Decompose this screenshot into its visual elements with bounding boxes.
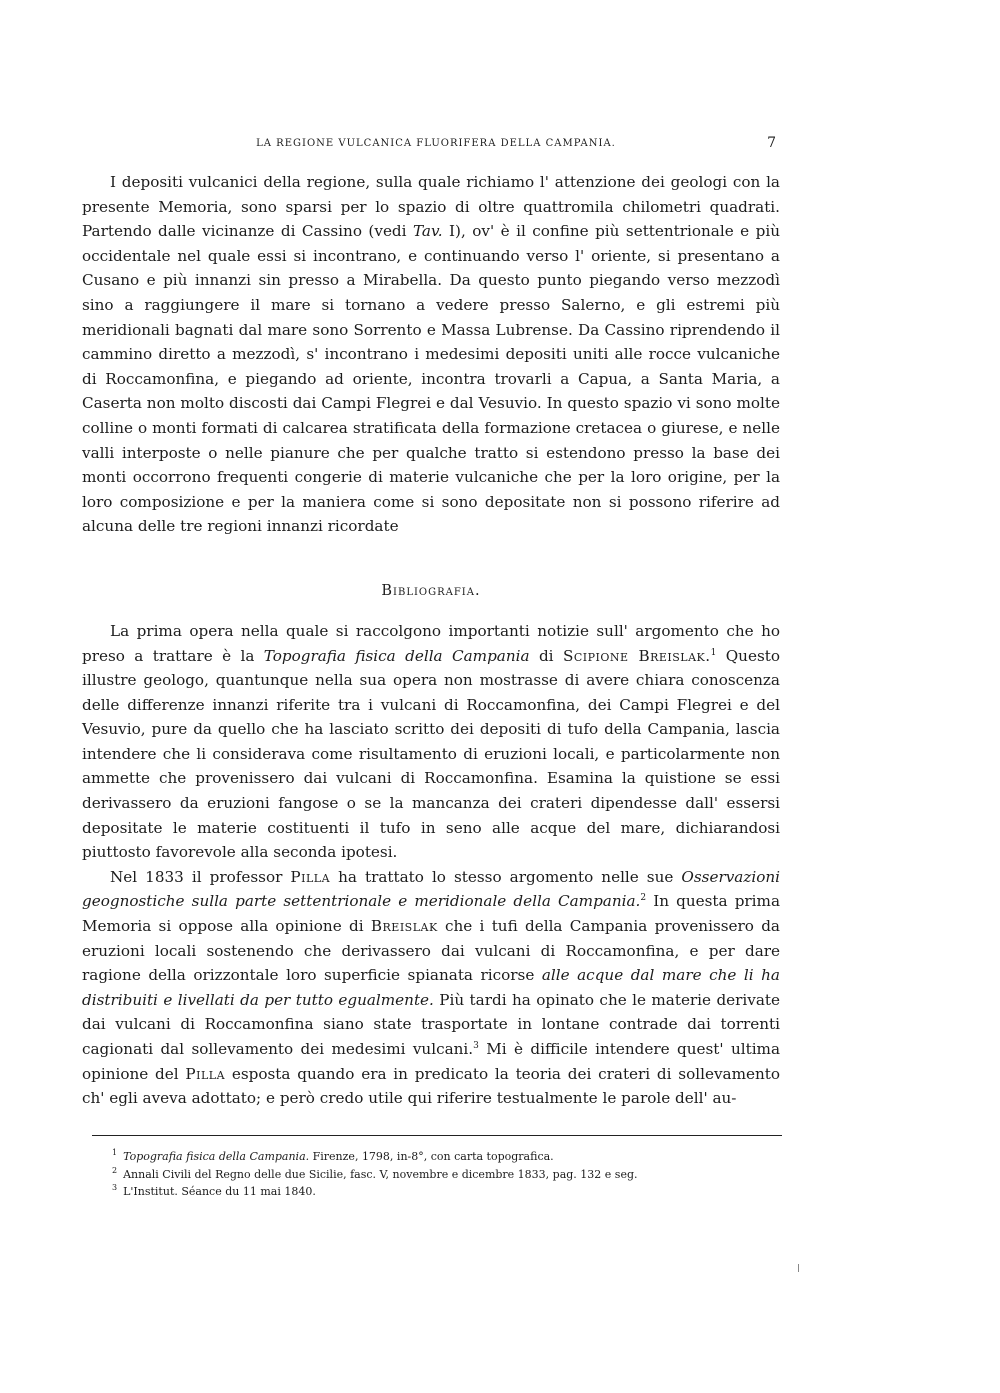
footnote-ref-3[interactable]: 3: [473, 1040, 479, 1051]
footnotes: [112, 1148, 772, 1201]
bibliografia-paragraph-2: Nel 1833 il professor Pilla ha trattato lo stesso argomento nelle sue Osservazioni geognostiche sulla parte settentrionale e meridionale della Campania.$^2$ In questa prima Memoria si oppose alla opinione di Breislak che i tufi della Campania provenissero da eruzioni locali sostenendo che derivassero dai vulcani di Roccamonfina, e per dare ragione della orizzontale loro superficie spianata ricorse alle acque dal mare che li ha distribuiti e livellati da per tutto egualmente. Più tardi ha opinato che le materie derivate dai vulcani di Roccamonfina siano state trasportate in lontane contrade dai torrenti cagionati dal sollevamento dei medesimi vulcani.$^3$ Mi è difficile intendere quest' ultima opinione del Pilla esposta quando era in predicato la teoria dei crateri di sollevamento ch' egli aveva adottato; e però credo utile qui riferire testualmente le parole dell' au-: [82, 867, 781, 1108]
section-heading-bibliografia: Bibliografia.: [381, 582, 481, 599]
footnote-2: $^2$ Annali Civili del Regno delle due Sicilie, fasc. V, novembre e dicembre 1833, pag. 132 e seg.: [112, 1165, 638, 1181]
margin-mark: [798, 1264, 799, 1272]
footnote-ref-2[interactable]: 2: [640, 893, 647, 904]
footnote-ref-1[interactable]: 1: [710, 647, 717, 658]
bibliografia-paragraph-1: La prima opera nella quale si raccolgono importanti notizie sull' argomento che ho preso a trattare è la Topografia fisica della Campania di Scipione Breislak.$^1$ Questo illustre geologo, quantunque nella sua opera non mostrasse di avere chiara conoscenza delle differenze innanzi riferite tra i vulcani di Roccamonfina, dei Campi Flegrei e del Vesuvio, pure da quello che ha lasciato scritto dei depositi di tufo della Campania, lascia intendere che li considerava come risultamento di eruzioni locali, e particolarmente non ammette che provenissero dai vulcani di Roccamonfina. Esamina la quistione se essi derivassero da eruzioni fangose o se la mancanza dei crateri dipendesse dall' essersi depositate le materie costituenti il tufo in seno alle acque del mare, dichiarandosi piuttosto favorevole alla seconda ipotesi.: [82, 621, 780, 862]
page-body: [82, 170, 780, 1111]
running-header: [82, 135, 780, 158]
intro-paragraph: I depositi vulcanici della regione, sulla quale richiamo l' attenzione dei geologi con la presente Memoria, sono sparsi per lo spazio di oltre quattromila chilometri quadrati. Partendo dalle vicinanze di Cassino (vedi Tav. I), ov' è il confine più settentrionale e più occidentale nel quale essi si incontrano, e continuando verso l' oriente, si presentano a Cusano e più innanzi sin presso a Mirabella. Da questo punto piegando verso mezzodì sino a raggiungere il mare si tornano a vedere presso Salerno, e gli estremi più meridionali bagnati dal mare sono Sorrento e Massa Lubrense. Da Cassino riprendendo il cammino diretto a mezzodì, s' incontrano i medesimi depositi uniti alle rocce vulcaniche di Roccamonfina, e piegando ad oriente, incontra trovarli a Capua, a Santa Maria, a Caserta non molto discosti dai Campi Flegrei e dal Vesuvio. In questo spazio vi sono molte colline o monti formati di calcarea stratificata della formazione cretacea o giurese, e nelle valli interposte o nelle pianure che per qualche tratto si estendono presso la base dei monti occorrono frequenti congerie di materie vulcaniche che per la loro origine, per la loro composizione e per la maniera come si sono depositate non si possono riferire ad alcuna delle tre regioni innanzi ricordate: [82, 173, 780, 536]
footnote-3: $^3$ L'Institut. Séance du 11 mai 1840.: [112, 1183, 316, 1198]
running-title: LA REGIONE VULCANICA FLUORIFERA DELLA CAMPANIA.: [256, 138, 616, 149]
footnote-1: $^1$ Topografia fisica della Campania. Firenze, 1798, in-8°, con carta topografica.: [112, 1148, 554, 1163]
footnote-divider: [92, 1135, 782, 1136]
page-number: 7: [767, 135, 776, 151]
